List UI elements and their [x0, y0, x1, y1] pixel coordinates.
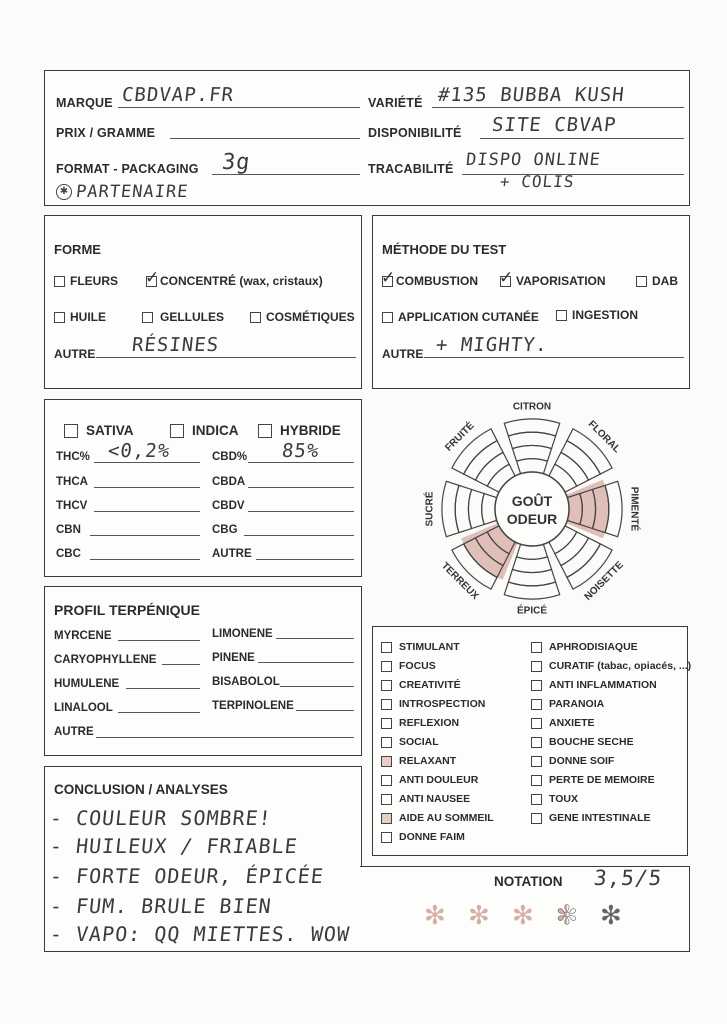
- effect-label-9: AIDE AU SOMMEIL: [399, 812, 494, 824]
- wheel-label-3: NOISETTE: [582, 559, 626, 603]
- format-label: FORMAT - PACKAGING: [56, 162, 199, 176]
- forme-option-concentre: CONCENTRÉ (wax, cristaux): [160, 274, 323, 288]
- forme-autre-value[interactable]: RÉSINES: [130, 334, 221, 356]
- terpene-pinene-line: [258, 662, 354, 663]
- forme-checkbox-huile[interactable]: [54, 312, 65, 323]
- wheel-cell-1-1[interactable]: [555, 452, 589, 486]
- terpene-limonene: LIMONENE: [212, 628, 273, 640]
- effect-checkbox-2[interactable]: [381, 680, 392, 691]
- terpene-terpinolene-line: [296, 710, 354, 711]
- wheel-cell-0-3[interactable]: [504, 419, 559, 436]
- effect-checkbox-9[interactable]: [531, 813, 542, 824]
- conclusion-line-3[interactable]: - FORTE ODEUR, ÉPICÉE: [48, 864, 326, 888]
- traceability-value-1[interactable]: DISPO ONLINE: [464, 150, 602, 170]
- effect-label-3: PARANOIA: [549, 698, 605, 710]
- type-checkbox-indica[interactable]: [170, 424, 184, 438]
- conclusion-line-5[interactable]: - VAPO: QQ MIETTES. WOW: [48, 922, 352, 946]
- forme-checkbox-gellules[interactable]: [142, 312, 153, 323]
- cbd-value[interactable]: 85%: [280, 440, 321, 462]
- wheel-cell-6-1[interactable]: [469, 489, 485, 528]
- terpene-caryophyllene: CARYOPHYLLENE: [54, 654, 157, 666]
- effect-checkbox-7[interactable]: [531, 775, 542, 786]
- thcv-line: [94, 511, 200, 512]
- terpene-caryophyllene-line: [162, 664, 200, 665]
- effect-label-9: GENE INTESTINALE: [549, 812, 651, 824]
- traceability-value-2[interactable]: + COLIS: [499, 172, 576, 191]
- cannabis-leaf-icon[interactable]: ✻: [600, 900, 622, 930]
- conclusion-line-4[interactable]: - FUM. BRULE BIEN: [48, 894, 273, 918]
- effect-checkbox-2[interactable]: [531, 680, 542, 691]
- effect-checkbox-9[interactable]: [381, 813, 392, 824]
- effect-checkbox-1[interactable]: [381, 661, 392, 672]
- effect-label-1: CURATIF (tabac, opiacés, ...): [549, 660, 692, 672]
- effect-label-6: RELAXANT: [399, 755, 457, 767]
- effect-label-2: CREATIVITÉ: [399, 679, 461, 691]
- effect-label-10: DONNE FAIM: [399, 831, 465, 843]
- effect-checkbox-1[interactable]: [531, 661, 542, 672]
- terpene-pinene: PINENE: [212, 652, 255, 664]
- methode-checkbox-ingestion[interactable]: [556, 310, 567, 321]
- terpene-linalool-line: [118, 712, 200, 713]
- variety-value[interactable]: #135 BUBBA KUSH: [436, 84, 626, 106]
- methode-title: MÉTHODE DU TEST: [382, 242, 507, 257]
- cbc-line: [90, 559, 200, 560]
- cannabinoids-autre-label: AUTRE: [212, 548, 252, 560]
- terpene-humulene: HUMULENE: [54, 678, 120, 690]
- wheel-cell-7-1[interactable]: [475, 452, 509, 486]
- cbdv-line: [248, 511, 354, 512]
- thca-line: [94, 487, 200, 488]
- wheel-label-7: FRUITÉ: [443, 420, 477, 454]
- wheel-cell-1-2[interactable]: [561, 441, 600, 480]
- effect-label-7: PERTE DE MEMOIRE: [549, 774, 655, 786]
- terpene-limonene-line: [276, 638, 354, 639]
- thcv-label: THCV: [56, 500, 88, 512]
- terpene-myrcene: MYRCENE: [54, 630, 112, 642]
- format-value[interactable]: 3g: [220, 150, 252, 175]
- cbg-line: [244, 535, 354, 536]
- forme-title: FORME: [54, 242, 101, 257]
- wheel-cell-7-2[interactable]: [464, 441, 503, 480]
- effect-label-2: ANTI INFLAMMATION: [549, 679, 657, 691]
- cannabis-leaf-icon[interactable]: ✻: [556, 900, 578, 930]
- terpene-bisabolol: BISABOLOL: [212, 676, 280, 688]
- forme-checkbox-cosmetiques[interactable]: [250, 312, 261, 323]
- wheel-center: [495, 472, 569, 546]
- methode-option-combustion: COMBUSTION: [396, 274, 478, 288]
- cbda-label: CBDA: [212, 476, 246, 488]
- type-checkbox-sativa[interactable]: [64, 424, 78, 438]
- type-hybride: HYBRIDE: [280, 423, 341, 438]
- forme-option-cosmetiques: COSMÉTIQUES: [266, 310, 355, 324]
- cbdv-label: CBDV: [212, 500, 245, 512]
- cannabinoids-autre-line: [256, 559, 354, 560]
- conclusion-title: CONCLUSION / ANALYSES: [54, 782, 228, 797]
- effect-checkbox-10[interactable]: [381, 832, 392, 843]
- cbd-line: [248, 462, 354, 463]
- effect-checkbox-6[interactable]: [531, 756, 542, 767]
- effect-label-4: REFLEXION: [399, 717, 460, 729]
- partner-star-icon: ✱: [56, 184, 72, 200]
- effect-label-3: INTROSPECTION: [399, 698, 486, 710]
- variety-label: VARIÉTÉ: [368, 96, 423, 110]
- wheel-label-1: FLORAL: [585, 418, 623, 456]
- terpene-terpinolene: TERPINOLENE: [212, 700, 294, 712]
- effect-label-8: ANTI NAUSEE: [399, 793, 471, 805]
- cbg-label: CBG: [212, 524, 238, 536]
- price-line: [170, 138, 360, 139]
- wheel-label-0: CITRON: [512, 401, 552, 413]
- wheel-cell-4-1[interactable]: [512, 557, 551, 573]
- conclusion-line-2[interactable]: - HUILEUX / FRIABLE: [48, 834, 300, 858]
- effect-label-7: ANTI DOULEUR: [399, 774, 479, 786]
- effect-label-8: TOUX: [549, 793, 578, 805]
- wheel-cell-6-3[interactable]: [442, 481, 459, 536]
- methode-checkbox-combustion[interactable]: [382, 276, 393, 287]
- effect-label-5: SOCIAL: [399, 736, 439, 748]
- forme-option-huile: HUILE: [70, 310, 106, 324]
- terpene-linalool: LINALOOL: [54, 702, 113, 714]
- methode-autre-line: [424, 357, 684, 358]
- wheel-center-line1: GOÛT: [511, 493, 553, 509]
- wheel-cell-0-1[interactable]: [512, 446, 551, 462]
- thc-label: THC%: [56, 451, 90, 463]
- thc-line: [94, 462, 200, 463]
- effect-checkbox-5[interactable]: [531, 737, 542, 748]
- effect-checkbox-8[interactable]: [381, 794, 392, 805]
- terpene-bisabolol-line: [280, 686, 354, 687]
- forme-autre-line: [96, 357, 356, 358]
- methode-checkbox-application[interactable]: [382, 312, 393, 323]
- methode-option-ingestion: INGESTION: [572, 308, 639, 322]
- methode-checkbox-dab[interactable]: [636, 276, 647, 287]
- type-checkbox-hybride[interactable]: [258, 424, 272, 438]
- price-label: PRIX / GRAMME: [56, 126, 156, 140]
- effect-checkbox-8[interactable]: [531, 794, 542, 805]
- terpenes-autre-line: [96, 737, 354, 738]
- traceability-label: TRACABILITÉ: [368, 162, 454, 176]
- type-sativa: SATIVA: [86, 423, 134, 438]
- terpene-myrcene-line: [118, 640, 200, 641]
- forme-checkbox-fleurs[interactable]: [54, 276, 65, 287]
- cannabis-leaf-icon[interactable]: ✻: [512, 900, 534, 930]
- wheel-label-5: TERREUX: [438, 560, 481, 603]
- flavor-wheel: [402, 395, 662, 625]
- methode-option-vaporisation: VAPORISATION: [516, 274, 606, 288]
- effect-label-0: APHRODISIAQUE: [549, 641, 638, 653]
- effect-checkbox-0[interactable]: [531, 642, 542, 653]
- terpenes-autre-label: AUTRE: [54, 726, 94, 738]
- effect-label-1: FOCUS: [399, 660, 436, 672]
- forme-autre-label: AUTRE: [54, 347, 96, 361]
- wheel-label-4: ÉPICÉ: [516, 605, 548, 617]
- variety-line: [432, 107, 684, 108]
- effect-checkbox-4[interactable]: [531, 718, 542, 729]
- forme-option-fleurs: FLEURS: [70, 274, 118, 288]
- cbn-line: [90, 535, 200, 536]
- cbd-label: CBD%: [212, 451, 248, 463]
- wheel-label-2: PIMENTÉ: [628, 486, 640, 532]
- cbda-line: [248, 487, 354, 488]
- effect-label-4: ANXIETE: [549, 717, 595, 729]
- conclusion-line-1[interactable]: - COULEUR SOMBRE!: [48, 806, 273, 830]
- wheel-cell-0-2[interactable]: [508, 432, 555, 448]
- brand-label: MARQUE: [56, 96, 113, 110]
- effect-checkbox-3[interactable]: [381, 699, 392, 710]
- effect-checkbox-4[interactable]: [381, 718, 392, 729]
- wheel-center-line2: ODEUR: [506, 511, 558, 527]
- wheel-cell-6-2[interactable]: [455, 485, 471, 532]
- brand-line: [118, 107, 360, 108]
- effect-checkbox-6[interactable]: [381, 756, 392, 767]
- methode-autre-value[interactable]: + MIGHTY.: [434, 334, 550, 356]
- wheel-cell-3-2[interactable]: [561, 538, 600, 577]
- effect-label-6: DONNE SOIF: [549, 755, 615, 767]
- wheel-label-6: SUCRÉ: [424, 491, 436, 527]
- effect-checkbox-0[interactable]: [381, 642, 392, 653]
- cannabis-leaf-icon[interactable]: ✻: [424, 900, 446, 930]
- methode-autre-label: AUTRE: [382, 347, 424, 361]
- methode-option-dab: DAB: [652, 274, 678, 288]
- wheel-cell-4-2[interactable]: [508, 569, 555, 585]
- type-indica: INDICA: [192, 423, 239, 438]
- effect-label-0: STIMULANT: [399, 641, 460, 653]
- wheel-cell-4-3[interactable]: [504, 582, 559, 599]
- cbc-label: CBC: [56, 548, 81, 560]
- notation-label: NOTATION: [494, 874, 563, 889]
- brand-value[interactable]: CBDVAP.FR: [120, 84, 236, 106]
- effect-checkbox-3[interactable]: [531, 699, 542, 710]
- thca-label: THCA: [56, 476, 88, 488]
- effect-checkbox-5[interactable]: [381, 737, 392, 748]
- effect-label-5: BOUCHE SECHE: [549, 736, 634, 748]
- terpenes-title: PROFIL TERPÉNIQUE: [54, 602, 200, 618]
- wheel-cell-3-1[interactable]: [555, 532, 589, 566]
- availability-line: [480, 138, 684, 139]
- forme-option-gellules: GELLULES: [160, 310, 225, 324]
- terpene-humulene-line: [126, 688, 200, 689]
- partner-note: PARTENAIRE: [74, 182, 190, 202]
- methode-checkbox-vaporisation[interactable]: [500, 276, 511, 287]
- methode-option-application: APPLICATION CUTANÉE: [398, 310, 539, 324]
- notation-value[interactable]: 3,5/5: [592, 866, 664, 890]
- cbn-label: CBN: [56, 524, 81, 536]
- forme-checkbox-concentre[interactable]: [146, 276, 157, 287]
- effect-checkbox-7[interactable]: [381, 775, 392, 786]
- availability-label: DISPONIBILITÉ: [368, 126, 462, 140]
- thc-value[interactable]: <0,2%: [106, 440, 172, 462]
- cannabis-leaf-icon[interactable]: ✻: [468, 900, 490, 930]
- availability-value[interactable]: SITE CBVAP: [490, 114, 618, 136]
